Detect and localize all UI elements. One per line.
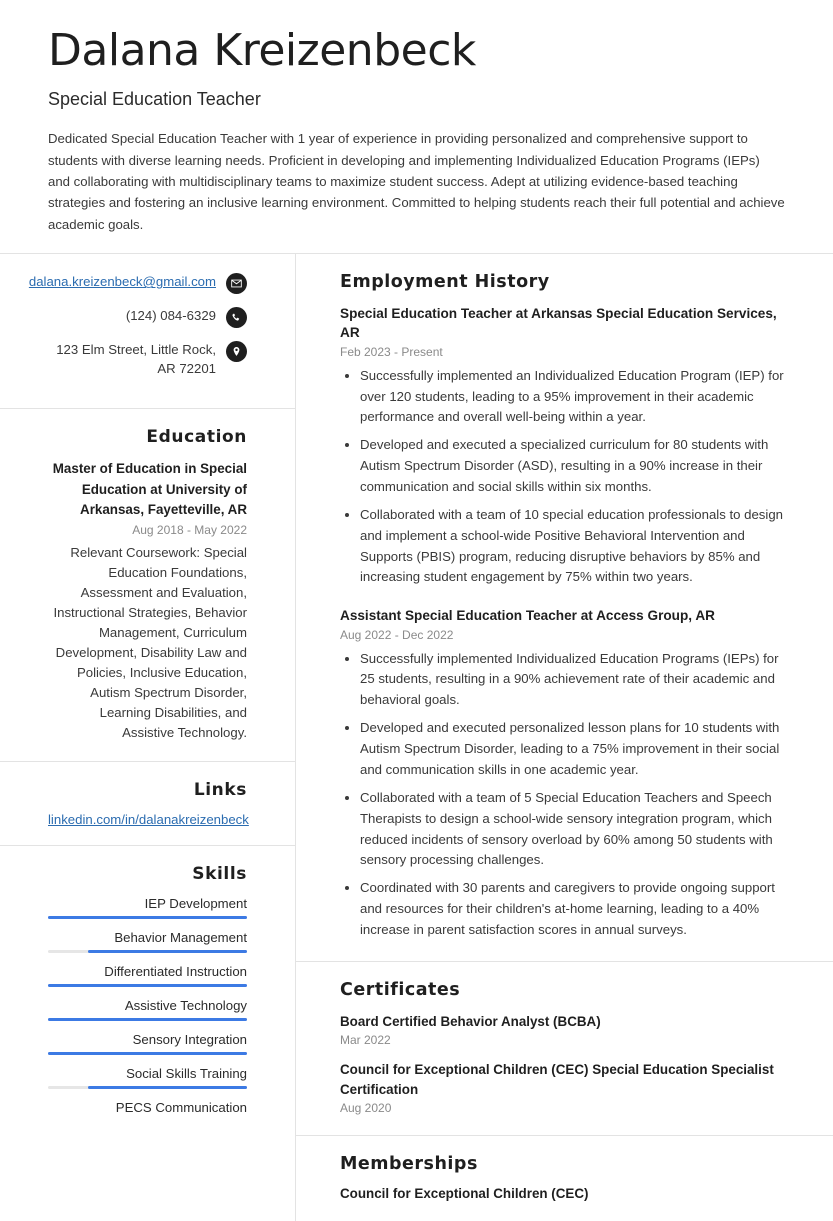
skill-label: PECS Communication: [115, 1100, 247, 1116]
employment-bullets: [340, 649, 793, 941]
skill-item: [48, 964, 247, 987]
list-item: • Coordinated with 30 parents and caregivers to provide ongoing support and resources for their children's at-home learning, leading to a 40% increase in parent satisfaction scores in annual surveys.: [360, 878, 793, 941]
certificate-date: Aug 2020: [340, 1101, 392, 1116]
skill-item: [48, 930, 247, 953]
skills-section-title: Skills: [192, 864, 247, 885]
skill-item: [48, 1066, 247, 1089]
list-item: • Collaborated with a team of 10 special education professionals to design and implement a school-wide Positive Behavioral Intervention and Supports (PBIS) program, reducing disruptive behaviors by 85% and increasing student engagement by 75% within two years.: [360, 505, 793, 588]
contact-item-email: [28, 272, 247, 294]
skill-level-bar: [48, 916, 247, 919]
list-item: • Successfully implemented Individualized Education Programs (IEPs) for 25 students, resulting in a 90% achievement rate of their academic and behavioral goals.: [360, 649, 793, 712]
professional-summary: Dedicated Special Education Teacher with 1 year of experience in providing personalized and comprehensive support to students with diverse learning needs. Proficient in developing and implementing Individualized Education Programs (IEPs) and collaborating with multidisciplinary teams to maximize student success. Adept at utilizing evidence-based teaching strategies and fostering an inclusive learning environment. Committed to helping students reach their full potential and achieve academic goals.: [48, 131, 785, 232]
education-section: [0, 409, 295, 762]
employment-bullets: [340, 366, 793, 589]
certificate-entry: [340, 1060, 793, 1115]
phone-icon: [226, 307, 247, 328]
sidebar: [0, 254, 296, 1221]
employment-heading: Assistant Special Education Teacher at Access Group, AR: [340, 608, 715, 624]
page-title: Dalana Kreizenbeck: [48, 25, 476, 76]
links-list: [48, 812, 247, 827]
certificate-entry: [340, 1012, 793, 1047]
skill-label: IEP Development: [144, 896, 247, 912]
skill-label: Sensory Integration: [132, 1032, 247, 1048]
main-content: [296, 254, 833, 1221]
employment-entry: [340, 304, 793, 588]
contact-phone-text: (124) 084-6329: [125, 308, 216, 324]
linkedin-link[interactable]: linkedin.com/in/dalanakreizenbeck: [48, 812, 249, 828]
list-item: • Developed and executed a specialized curriculum for 80 students with Autism Spectrum Disorder (ASD), resulting in a 90% increase in their communication and social skills within six months.: [360, 435, 793, 498]
skill-level-bar: [48, 950, 247, 953]
resume-header: [0, 0, 833, 235]
employment-history-section: [296, 254, 833, 962]
links-section-title: Links: [193, 780, 247, 801]
memberships-section-title: Memberships: [340, 1154, 478, 1175]
envelope-icon: [226, 273, 247, 294]
location-pin-icon: [226, 341, 247, 362]
contact-item-address: [48, 340, 247, 378]
skill-level-bar: [48, 1086, 247, 1089]
contact-email-text: [29, 272, 216, 291]
certificate-name: Council for Exceptional Children (CEC) Special Education Specialist Certification: [340, 1062, 774, 1097]
links-section: [0, 762, 295, 846]
certificates-section: [296, 962, 833, 1136]
skills-section: [0, 846, 295, 1134]
certificates-section-title: Certificates: [340, 979, 461, 1000]
skill-label: Behavior Management: [114, 930, 247, 946]
skill-label: Social Skills Training: [126, 1066, 247, 1082]
email-link[interactable]: dalana.kreizenbeck@gmail.com: [28, 274, 216, 290]
skill-item: [48, 1032, 247, 1055]
skill-item: [48, 1100, 247, 1115]
employment-entry: [340, 606, 793, 940]
contact-address-text: 123 Elm Street, Little Rock, AR 72201: [56, 342, 216, 377]
membership-name: Council for Exceptional Children (CEC): [340, 1186, 589, 1202]
employment-heading: Special Education Teacher at Arkansas Special Education Services, AR: [340, 306, 777, 341]
skill-item: [48, 998, 247, 1021]
certificate-date: Mar 2022: [340, 1033, 391, 1048]
skill-item: [48, 896, 247, 919]
list-item: • Successfully implemented an Individualized Education Program (IEP) for over 120 students, leading to a 95% improvement in their academic performance and overall well-being within a year.: [360, 366, 793, 429]
list-item: • Collaborated with a team of 5 Special Education Teachers and Speech Therapists to design a school-wide sensory integration program, which reduced incidents of sensory overload by 60% among 50 students with sensory processing challenges.: [360, 788, 793, 871]
resume-body: [0, 254, 833, 1221]
list-item: • Developed and executed personalized lesson plans for 10 students with Autism Spectrum Disorder, leading to a 75% improvement in their social and communication skills in one academic year.: [360, 718, 793, 781]
skill-level-bar: [48, 1052, 247, 1055]
education-description: Relevant Coursework: Special Education Foundations, Assessment and Evaluation, Instructional Strategies, Behavior Management, Curriculum Development, Disability Law and Policies, Inclusive Education, Autism Spectrum Disorder, Learning Disabilities, and Assistive Technology.: [53, 544, 247, 741]
education-date: Aug 2018 - May 2022: [132, 522, 247, 537]
contact-section: [0, 254, 295, 409]
skill-label: Differentiated Instruction: [104, 964, 247, 980]
education-degree: Master of Education in Special Education at University of Arkansas, Fayetteville, AR: [52, 461, 247, 517]
employment-section-title: Employment History: [340, 272, 550, 293]
skill-label: Assistive Technology: [124, 998, 247, 1014]
skill-level-bar: [48, 1018, 247, 1021]
certificate-name: Board Certified Behavior Analyst (BCBA): [340, 1013, 601, 1029]
job-title: Special Education Teacher: [48, 89, 261, 110]
employment-date: Feb 2023 - Present: [340, 344, 443, 359]
employment-date: Aug 2022 - Dec 2022: [340, 627, 454, 642]
contact-item-phone: [48, 306, 247, 328]
skill-level-bar: [48, 984, 247, 987]
education-section-title: Education: [146, 427, 247, 448]
memberships-section: [296, 1136, 833, 1221]
